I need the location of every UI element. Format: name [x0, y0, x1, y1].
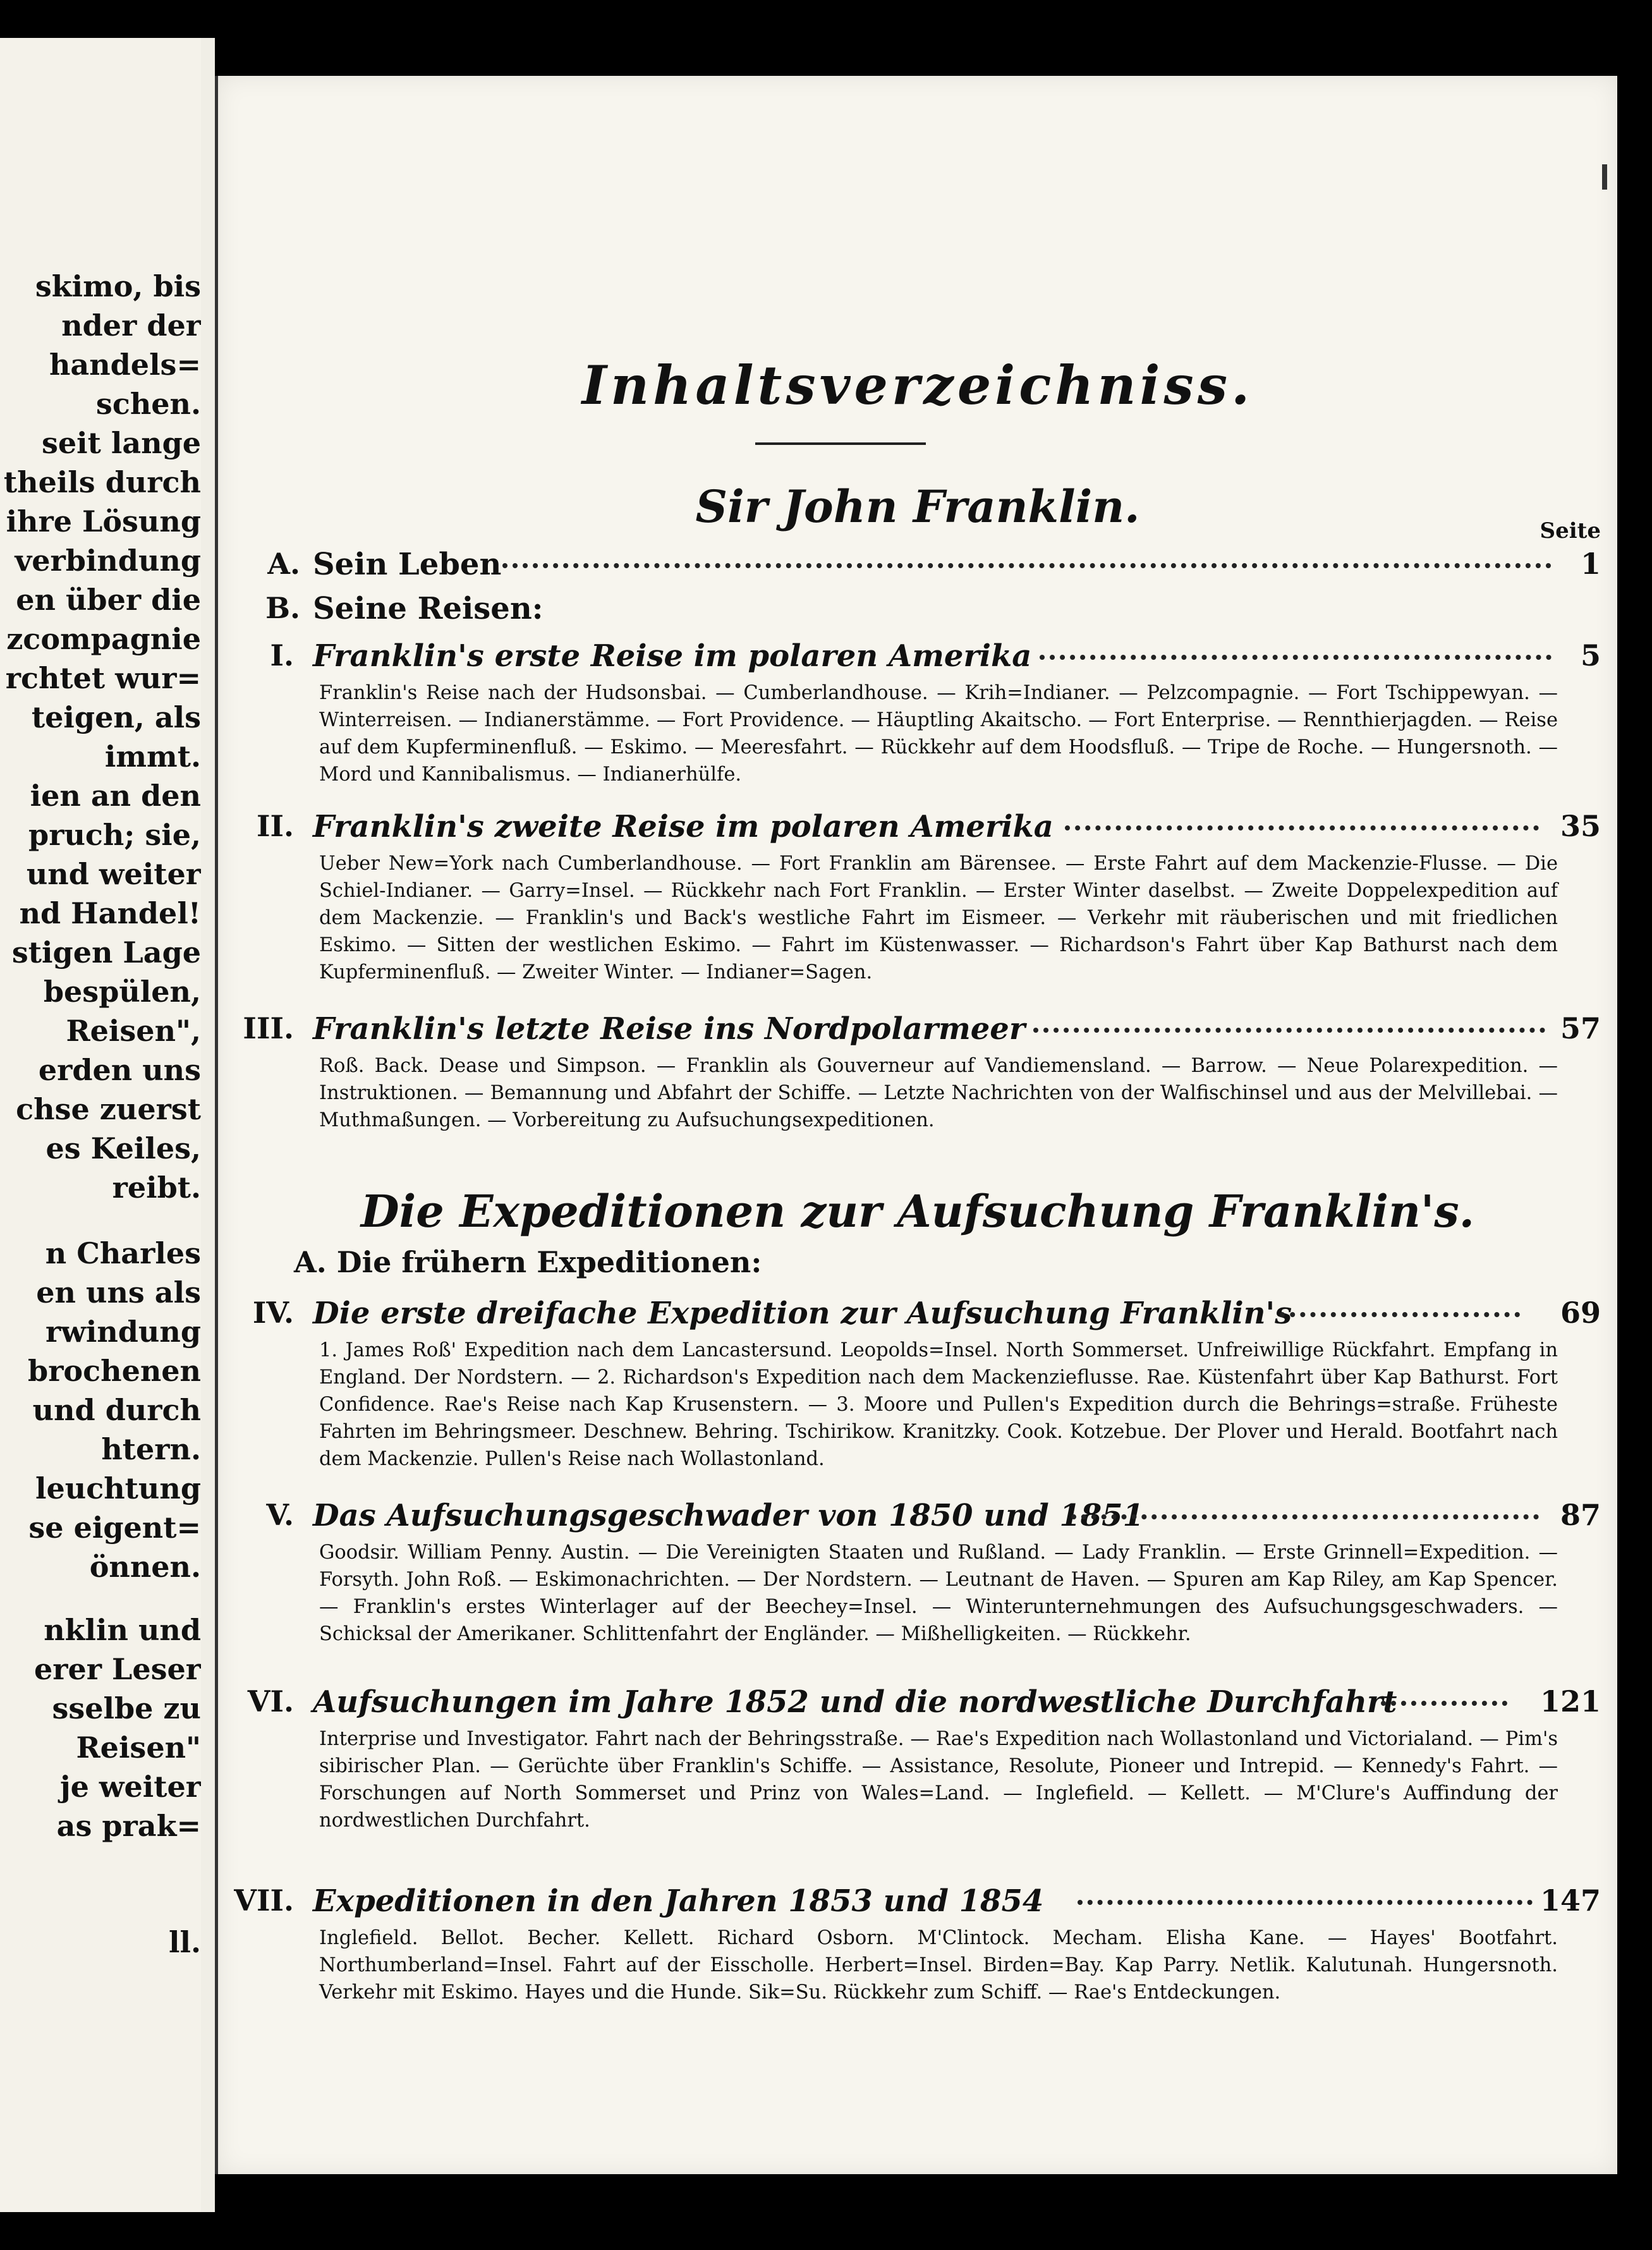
- toc-entry-v[interactable]: [218, 1498, 1617, 1536]
- left-text-line: chse zuerst: [16, 1092, 201, 1126]
- left-text-line: rwindung: [46, 1315, 201, 1349]
- book-gutter: [201, 38, 215, 2212]
- toc-entry-title: Expeditionen in den Jahren 1853 und 1854: [313, 1883, 1044, 1919]
- toc-entry-description: Franklin's Reise nach der Hudsonsbai. — Cumberlandhouse. — Krih=Indianer. — Pelzcompagnie. — Fort Tschippewyan. — Winterreisen. — Indianerstämme. — Fort Providence. — Häuptling Akaitscho. — Fort Enterprise. — Rennthierjagden. — Reise auf dem Kupferminenfluß. — Eskimo. — Meeresfahrt. — Rückkehr auf dem Hoodsfluß. — Tripe de Roche. — Hungersnoth. — Mord und Kannibalismus. — Indianerhülfe.: [319, 682, 1558, 786]
- section-title-franklin: Sir John Franklin.: [695, 480, 1140, 533]
- corner-mark: [1602, 164, 1607, 190]
- toc-entry-description: Inglefield. Bellot. Becher. Kellett. Richard Osborn. M'Clintock. Mecham. Elisha Kane. — Hayes' Bootfahrt. Northumberland=Insel. Fahrt auf der Eisscholle. Herbert=Insel. Birden=Bay. Kap Parry. Netlik. Kalutunah. Hungersnoth. Verkehr mit Eskimo. Hayes und die Hunde. Sik=Su. Rückkehr zum Schiff. — Rae's Entdeckungen.: [319, 1927, 1558, 2004]
- toc-entry-number: II.: [256, 809, 294, 843]
- toc-entry-number: I.: [270, 638, 294, 672]
- left-text-line: handels=: [49, 348, 201, 382]
- left-text-line: ll.: [169, 1925, 201, 1959]
- left-text-line: es Keiles,: [46, 1131, 201, 1165]
- toc-entry-page: 87: [1560, 1498, 1601, 1532]
- left-facing-page: [0, 38, 203, 2212]
- toc-entry-vi[interactable]: [218, 1684, 1617, 1722]
- left-text-line: önnen.: [89, 1550, 201, 1584]
- toc-entry-title: Franklin's letzte Reise ins Nordpolarmeer: [313, 1011, 1026, 1047]
- left-text-line: sselbe zu: [52, 1691, 201, 1725]
- subsection-heading: A. Die frühern Expeditionen:: [294, 1245, 762, 1279]
- left-text-line: schen.: [95, 387, 201, 421]
- left-text-line: Reisen",: [66, 1014, 201, 1048]
- toc-entry-page: 35: [1560, 809, 1601, 843]
- toc-leader-dots: [1065, 823, 1539, 830]
- toc-entry-page: 121: [1540, 1684, 1601, 1718]
- left-text-line: nklin und: [44, 1613, 201, 1647]
- left-text-line: zcompagnie: [6, 622, 201, 656]
- toc-entry-description: Goodsir. William Penny. Austin. — Die Vereinigten Staaten und Rußland. — Lady Franklin. — Erste Grinnell=Expedition. — Forsyth. John Roß. — Eskimonachrichten. — Der Nordstern. — Leutnant de Haven. — Spuren am Kap Riley, am Kap Spencer. — Franklin's erstes Winterlager auf der Beechey=Insel. — Winterunternehmungen des Aufsuchungsgeschwaders. — Schicksal der Amerikaner. Schlittenfahrt der Engländer. — Mißhelligkeiten. — Rückkehr.: [319, 1542, 1558, 1645]
- toc-entry-title: Aufsuchungen im Jahre 1852 und die nordwestliche Durchfahrt: [313, 1684, 1397, 1720]
- left-text-line: erden uns: [38, 1053, 201, 1087]
- left-text-line: ien an den: [30, 779, 201, 813]
- toc-entry-description: Roß. Back. Dease und Simpson. — Franklin als Gouverneur auf Vandiemensland. — Barrow. — Neue Polarexpedition. — Instruktionen. — Bemannung und Abfahrt der Schiffe. — Letzte Nachrichten von der Walfischinsel und aus der Melvillebai. — Muthmaßungen. — Vorbereitung zu Aufsuchungsexpeditionen.: [319, 1055, 1558, 1131]
- left-text-line: und weiter: [26, 857, 201, 891]
- page-title: Inhaltsverzeichniss.: [581, 354, 1254, 417]
- toc-entry-b: [218, 591, 1617, 629]
- toc-entry-iii[interactable]: [218, 1011, 1617, 1049]
- left-text-line: skimo, bis: [35, 269, 201, 303]
- toc-entry-number: A.: [267, 547, 300, 581]
- toc-entry-description: Ueber New=York nach Cumberlandhouse. — Fort Franklin am Bärensee. — Erste Fahrt auf dem Mackenzie-Flusse. — Die Schiel-Indianer. — Garry=Insel. — Rückkehr nach Fort Franklin. — Erster Winter daselbst. — Zweite Doppelexpedition auf dem Mackenzie. — Franklin's und Back's westliche Fahrt im Eismeer. — Verkehr mit räuberischen und mit friedlichen Eskimo. — Sitten der westlichen Eskimo. — Fahrt im Küstenwasser. — Richardson's Fahrt über Kap Bathurst nach dem Kupferminenfluß. — Zweiter Winter. — Indianer=Sagen.: [319, 853, 1558, 983]
- toc-entry-page: 69: [1560, 1296, 1601, 1330]
- toc-entry-vii[interactable]: [218, 1883, 1617, 1921]
- left-text-line: ihre Lösung: [6, 504, 201, 538]
- toc-entry-number: VII.: [234, 1883, 294, 1918]
- left-text-line: as prak=: [56, 1809, 201, 1843]
- toc-entry-number: IV.: [252, 1296, 294, 1330]
- toc-entry-title: Das Aufsuchungsgeschwader von 1850 und 1851: [313, 1498, 1144, 1533]
- toc-entry-ii[interactable]: [218, 809, 1617, 847]
- toc-page: [215, 76, 1617, 2174]
- toc-entry-i[interactable]: [218, 638, 1617, 676]
- left-text-line: se eigent=: [28, 1511, 201, 1545]
- toc-entry-title: Franklin's zweite Reise im polaren Amerika: [313, 809, 1054, 844]
- toc-entry-page: 1: [1580, 547, 1601, 581]
- left-text-line: erer Leser: [33, 1652, 201, 1686]
- toc-entry-title: Franklin's erste Reise im polaren Amerika: [313, 638, 1032, 674]
- toc-entry-number: VI.: [247, 1684, 294, 1718]
- left-text-line: pruch; sie,: [28, 818, 201, 852]
- toc-entry-page: 57: [1560, 1011, 1601, 1045]
- toc-leader-dots: [1078, 1897, 1533, 1905]
- toc-leader-dots: [1040, 652, 1552, 660]
- toc-entry-title: Seine Reisen:: [313, 591, 544, 626]
- left-text-line: bespülen,: [43, 975, 201, 1009]
- seite-label: Seite: [1540, 518, 1601, 544]
- section-title-expeditionen: Die Expeditionen zur Aufsuchung Franklin's.: [360, 1185, 1475, 1238]
- toc-entry-number: V.: [266, 1498, 294, 1532]
- left-text-line: verbindung: [15, 544, 201, 578]
- toc-entry-a[interactable]: [218, 547, 1617, 585]
- left-text-line: en uns als: [36, 1275, 201, 1310]
- toc-entry-number: B.: [265, 591, 300, 625]
- left-text-line: nder der: [61, 308, 201, 343]
- left-text-line: reibt.: [112, 1171, 201, 1205]
- left-text-line: seit lange: [41, 426, 201, 460]
- left-text-line: stigen Lage: [11, 935, 201, 970]
- toc-leader-dots: [502, 561, 1552, 568]
- left-text-line: leuchtung: [35, 1471, 201, 1505]
- left-text-line: n Charles: [45, 1236, 201, 1270]
- left-text-line: rchtet wur=: [5, 661, 201, 695]
- toc-entry-title: Sein Leben: [313, 547, 502, 582]
- left-text-line: teigen, als: [31, 700, 201, 734]
- left-text-line: brochenen: [28, 1354, 201, 1388]
- left-text-line: htern.: [101, 1432, 201, 1466]
- left-text-line: je weiter: [59, 1770, 201, 1804]
- left-text-line: und durch: [32, 1393, 201, 1427]
- toc-entry-title: Die erste dreifache Expedition zur Aufsuchung Franklin's: [313, 1296, 1292, 1331]
- toc-entry-number: III.: [243, 1011, 294, 1045]
- title-rule: [755, 442, 926, 445]
- left-text-line: Reisen": [76, 1730, 201, 1765]
- toc-entry-page: 5: [1580, 638, 1601, 672]
- left-text-line: en über die: [16, 583, 201, 617]
- toc-entry-description: Interprise und Investigator. Fahrt nach der Behringsstraße. — Rae's Expedition nach Wollastonland und Victorialand. — Pim's sibirischer Plan. — Gerüchte über Franklin's Schiffe. — Assistance, Resolute, Pioneer und Intrepid. — Kennedy's Fahrt. — Forschungen auf North Sommerset und Prinz von Wales=Land. — Inglefield. — Kellett. — M'Clure's Auffindung der nordwestlichen Durchfahrt.: [319, 1728, 1558, 1832]
- left-text-line: immt.: [104, 739, 201, 774]
- left-text-line: nd Handel!: [19, 896, 201, 930]
- toc-leader-dots: [1381, 1698, 1507, 1706]
- toc-leader-dots: [1033, 1025, 1545, 1033]
- left-text-line: theils durch: [3, 465, 201, 499]
- toc-entry-page: 147: [1540, 1883, 1601, 1918]
- toc-leader-dots: [1280, 1310, 1520, 1317]
- toc-leader-dots: [1071, 1512, 1539, 1519]
- toc-entry-description: 1. James Roß' Expedition nach dem Lancastersund. Leopolds=Insel. North Sommerset. Unfreiwillige Rückfahrt. Empfang in England. Der Nordstern. — 2. Richardson's Expedition nach dem Mackenzieflusse. Rae. Küstenfahrt über Kap Bathurst. Fort Confidence. Rae's Reise nach Kap Krusenstern. — 3. Moore und Pullen's Expedition durch die Behrings=straße. Früheste Fahrten im Behringsmeer. Deschnew. Behring. Tschirikow. Kranitzky. Cook. Kotzebue. Der Plover und Herald. Bootfahrt nach dem Mackenzie. Pullen's Reise nach Wollastonland.: [319, 1339, 1558, 1470]
- toc-entry-iv[interactable]: [218, 1296, 1617, 1334]
